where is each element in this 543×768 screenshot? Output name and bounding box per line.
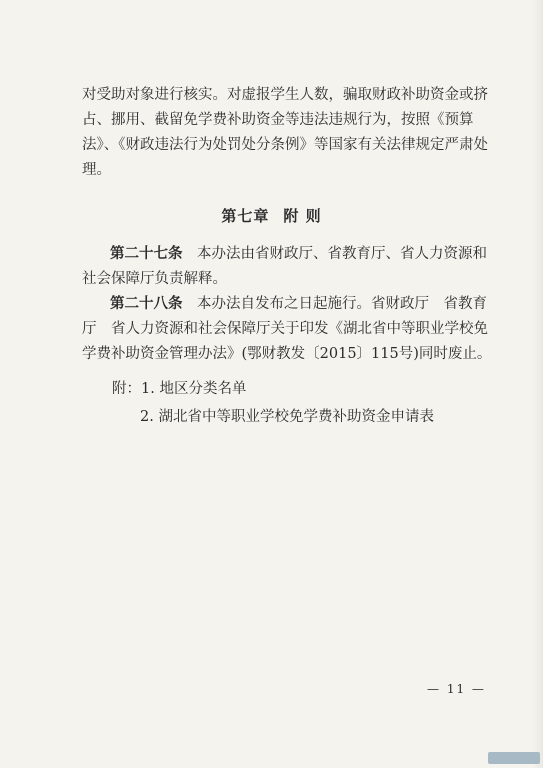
article-27-text: 本办法由省财政厅、省教育厅、省人力资源和 — [197, 246, 487, 262]
attachment-2: 2. 湖北省中等职业学校免学费补助资金申请表 — [140, 409, 434, 425]
paragraph-line: 法》、《财政违法行为处罚处分条例》等国家有关法律规定严肃处 — [82, 137, 488, 153]
article-28-text: 本办法自发布之日起施行。省财政厅 省教育 — [197, 296, 487, 312]
watermark-stamp — [488, 752, 540, 764]
chapter-heading — [0, 205, 543, 226]
paragraph-line: 理。 — [82, 162, 111, 178]
page-number: — 11 — — [427, 682, 486, 696]
article-28 — [82, 291, 492, 367]
chapter-number: 第七章 — [221, 207, 270, 225]
paragraph-verification — [82, 83, 488, 183]
paragraph-line: 占、挪用、截留免学费补助资金等违法违规行为，按照《预算 — [82, 112, 474, 128]
article-28-line-2: 厅 省人力资源和社会保障厅关于印发《湖北省中等职业学校免 — [82, 321, 488, 337]
article-27-line-1 — [82, 241, 487, 267]
chapter-title: 附 则 — [283, 207, 322, 225]
paragraph-line: 对受助对象进行核实。对虚报学生人数，骗取财政补助资金或挤 — [82, 87, 488, 103]
scan-edge-shadow — [533, 0, 543, 768]
article-27-line-2: 社会保障厅负责解释。 — [82, 271, 227, 287]
article-28-line-1 — [82, 291, 487, 317]
article-28-label: 第二十八条 — [110, 295, 183, 312]
article-27-label: 第二十七条 — [110, 245, 183, 262]
article-27 — [82, 241, 487, 292]
article-28-line-3: 学费补助资金管理办法》(鄂财教发〔2015〕115号)同时废止。 — [82, 346, 492, 362]
attachment-1: 附：1. 地区分类名单 — [112, 381, 247, 397]
